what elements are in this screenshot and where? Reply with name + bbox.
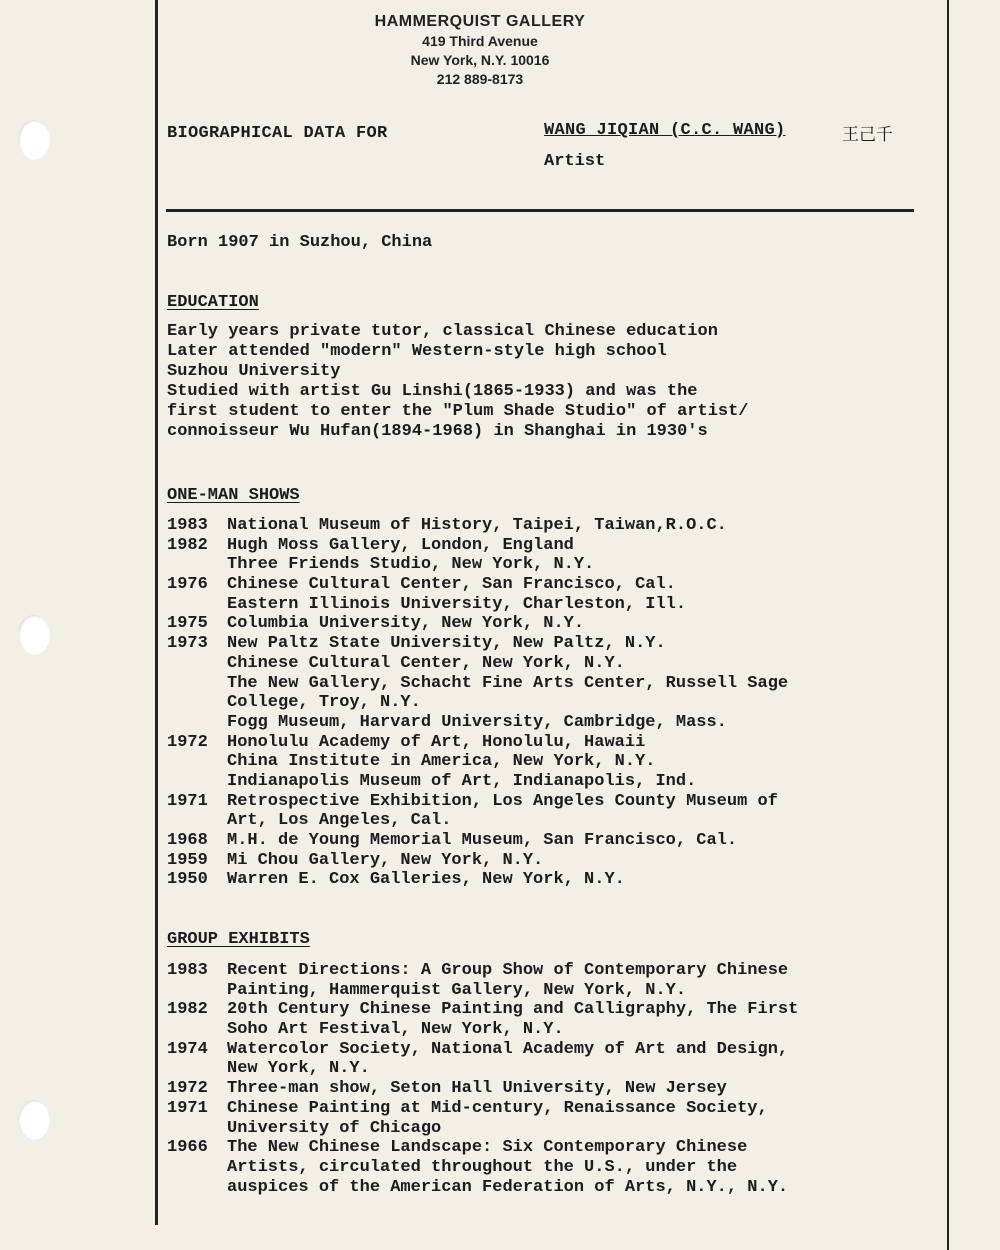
- show-venue: National Museum of History, Taipei, Taiwan,R.O.C.: [227, 516, 727, 535]
- show-venue: Chinese Cultural Center, San Francisco, Cal.: [227, 575, 676, 595]
- education-line: first student to enter the "Plum Shade Studio" of artist/: [167, 402, 749, 421]
- exhibit-year: 1966: [167, 1138, 208, 1158]
- exhibit-entry: [167, 1000, 798, 1039]
- education-line: Suzhou University: [167, 362, 341, 381]
- show-entry: [167, 870, 788, 890]
- binder-hole-middle: [18, 615, 50, 655]
- show-venue: Honolulu Academy of Art, Honolulu, Hawaii: [227, 732, 646, 752]
- show-year: 1973: [167, 634, 208, 654]
- show-venue: Fogg Museum, Harvard University, Cambridge, Mass.: [227, 712, 727, 732]
- show-year: 1975: [167, 614, 208, 634]
- birth-info: Born 1907 in Suzhou, China: [167, 233, 433, 252]
- exhibit-year: 1983: [167, 961, 208, 980]
- gallery-street: 419 Third Avenue: [422, 33, 538, 49]
- exhibit-year: 1982: [167, 1000, 208, 1020]
- show-year: 1959: [167, 850, 208, 870]
- education-line: Early years private tutor, classical Chinese education: [167, 322, 718, 341]
- show-venue: Columbia University, New York, N.Y.: [227, 614, 585, 634]
- artist-role: Artist: [544, 152, 606, 171]
- show-entry: [167, 831, 788, 851]
- exhibit-detail: Three-man show, Seton Hall University, New Jersey: [227, 1079, 727, 1099]
- exhibit-entry: [167, 1099, 798, 1138]
- show-venue: Warren E. Cox Galleries, New York, N.Y.: [227, 870, 625, 890]
- show-venue: College, Troy, N.Y.: [227, 693, 421, 713]
- header-divider: [166, 209, 914, 212]
- exhibit-detail: New York, N.Y.: [227, 1059, 370, 1079]
- exhibit-detail: Soho Art Festival, New York, N.Y.: [227, 1020, 564, 1040]
- show-venue: Art, Los Angeles, Cal.: [227, 811, 452, 831]
- show-venue: Eastern Illinois University, Charleston, Ill.: [227, 594, 687, 614]
- show-entry: [167, 792, 788, 831]
- show-entry: [167, 575, 788, 614]
- show-entry: [167, 536, 788, 575]
- exhibit-entry: [167, 1079, 798, 1099]
- exhibit-detail: Painting, Hammerquist Gallery, New York, N.Y.: [227, 980, 687, 1000]
- exhibit-entry: [167, 961, 798, 1000]
- show-entry: [167, 614, 788, 634]
- exhibit-year: 1974: [167, 1039, 208, 1059]
- show-venue: Three Friends Studio, New York, N.Y.: [227, 555, 595, 575]
- education-section: [167, 322, 749, 442]
- show-venue: The New Gallery, Schacht Fine Arts Center, Russell Sage: [227, 673, 789, 693]
- show-venue: New Paltz State University, New Paltz, N.Y.: [227, 634, 666, 654]
- gallery-phone: 212 889-8173: [436, 71, 524, 87]
- show-year: 1976: [167, 575, 208, 595]
- show-year: 1950: [167, 870, 208, 890]
- artist-chinese-name: 王己千: [842, 125, 893, 145]
- binder-hole-bottom: [18, 1100, 50, 1140]
- exhibit-entry: [167, 1138, 798, 1197]
- exhibit-detail: Recent Directions: A Group Show of Contemporary Chinese: [227, 961, 789, 980]
- show-venue: Retrospective Exhibition, Los Angeles County Museum of: [227, 791, 778, 811]
- show-venue: M.H. de Young Memorial Museum, San Francisco, Cal.: [227, 831, 738, 850]
- exhibit-detail: Artists, circulated throughout the U.S., under the: [227, 1157, 738, 1177]
- binder-hole-top: [18, 120, 50, 160]
- show-venue: Chinese Cultural Center, New York, N.Y.: [227, 653, 625, 673]
- exhibit-detail: auspices of the American Federation of Arts, N.Y., N.Y.: [227, 1177, 789, 1197]
- show-venue: Hugh Moss Gallery, London, England: [227, 535, 574, 555]
- gallery-city: New York, N.Y. 10016: [410, 52, 550, 68]
- exhibit-detail: Chinese Painting at Mid-century, Renaissance Society,: [227, 1098, 768, 1118]
- group-exhibits-list: [167, 961, 798, 1197]
- biographical-data-label: BIOGRAPHICAL DATA FOR: [167, 124, 388, 143]
- show-entry: [167, 851, 788, 871]
- show-venue: Mi Chou Gallery, New York, N.Y.: [227, 850, 544, 870]
- letterhead: [330, 12, 630, 89]
- one-man-shows-list: [167, 516, 788, 890]
- show-year: 1971: [167, 791, 208, 811]
- show-year: 1972: [167, 732, 208, 752]
- show-entry: [167, 516, 788, 536]
- exhibit-detail: University of Chicago: [227, 1118, 442, 1138]
- show-year: 1968: [167, 831, 208, 850]
- show-entry: [167, 733, 788, 792]
- exhibit-entry: [167, 1040, 798, 1079]
- show-venue: China Institute in America, New York, N.Y.: [227, 752, 656, 772]
- show-entry: [167, 634, 788, 732]
- left-margin-line: [155, 0, 158, 1225]
- education-heading: EDUCATION: [167, 293, 259, 312]
- show-venue: Indianapolis Museum of Art, Indianapolis, Ind.: [227, 771, 697, 791]
- exhibit-detail: Watercolor Society, National Academy of Art and Design,: [227, 1039, 789, 1059]
- education-line: Studied with artist Gu Linshi(1865-1933) and was the: [167, 382, 698, 401]
- one-man-shows-heading: ONE-MAN SHOWS: [167, 486, 300, 505]
- education-line: Later attended "modern" Western-style high school: [167, 342, 667, 361]
- education-line: connoisseur Wu Hufan(1894-1968) in Shanghai in 1930's: [167, 422, 708, 441]
- exhibit-detail: The New Chinese Landscape: Six Contemporary Chinese: [227, 1138, 748, 1158]
- show-year: 1983: [167, 516, 208, 535]
- show-year: 1982: [167, 535, 208, 555]
- gallery-name: HAMMERQUIST GALLERY: [374, 13, 586, 30]
- exhibit-detail: 20th Century Chinese Painting and Calligraphy, The First: [227, 1000, 799, 1020]
- group-exhibits-heading: GROUP EXHIBITS: [167, 930, 310, 949]
- artist-name: WANG JIQIAN (C.C. WANG): [544, 121, 786, 140]
- exhibit-year: 1972: [167, 1079, 208, 1099]
- right-margin-line: [947, 0, 949, 1250]
- exhibit-year: 1971: [167, 1098, 208, 1118]
